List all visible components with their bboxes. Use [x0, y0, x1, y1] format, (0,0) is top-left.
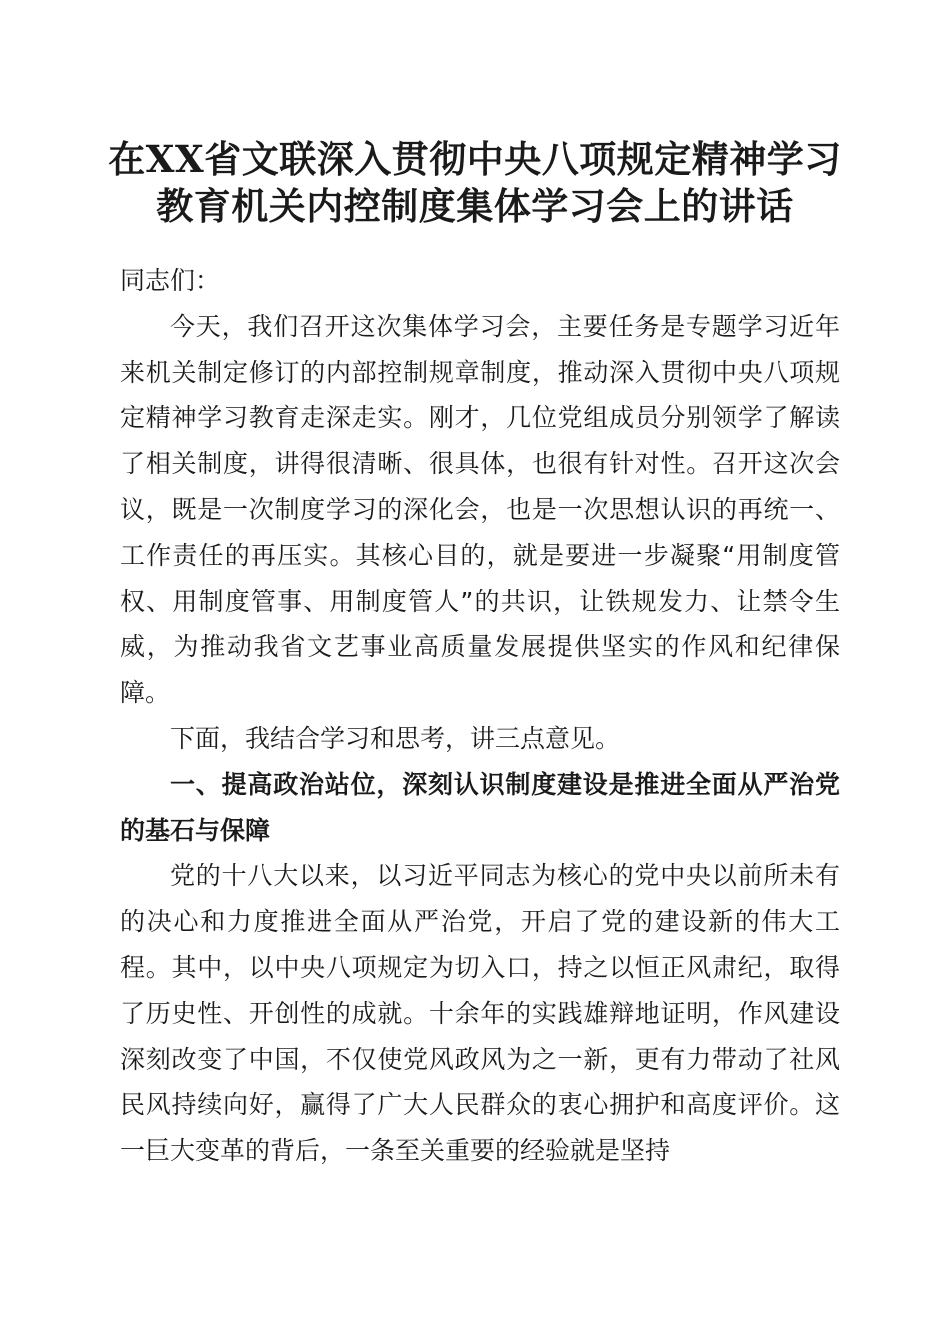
- paragraph-outline: 下面，我结合学习和思考，讲三点意见。: [170, 723, 621, 753]
- paragraph-section-1: 党的十八大以来，以习近平同志为核心的党中央以前所未有的决心和力度推进全面从严治党，开启了党的建设新的伟大工程。其中，以中央八项规定为切入口，持之以恒正风肃纪，取得了历史性、开创性的成就。十余年的实践雄辩地证明，作风建设深刻改变了中国，不仅使党风政风为之一新，更有力带动了社风民风持续向好，赢得了广大人民群众的衷心拥护和高度评价。这一巨大变革的背后，一条至关重要的经验就是坚持: [120, 861, 840, 1166]
- document-title-line-2: 教育机关内控制度集体学习会上的讲话: [156, 184, 794, 228]
- document-title-line-1: 在XX省文联深入贯彻中央八项规定精神学习: [108, 137, 842, 181]
- document-body: [120, 258, 840, 1174]
- section-heading-1: 一、提高政治站位，深刻认识制度建设是推进全面从严治党的基石与保障: [120, 769, 840, 845]
- paragraph-opening: 今天，我们召开这次集体学习会，主要任务是专题学习近年来机关制定修订的内部控制规章制度，推动深入贯彻中央八项规定精神学习教育走深走实。刚才，几位党组成员分别领学了解读了相关制度，讲得很清晰、很具体，也很有针对性。召开这次会议，既是一次制度学习的深化会，也是一次思想认识的再统一、工作责任的再压实。其核心目的，就是要进一步凝聚“用制度管权、用制度管事、用制度管人”的共识，让铁规发力、让禁令生威，为推动我省文艺事业高质量发展提供坚实的作风和纪律保障。: [120, 311, 840, 708]
- salutation: 同志们：: [120, 266, 221, 295]
